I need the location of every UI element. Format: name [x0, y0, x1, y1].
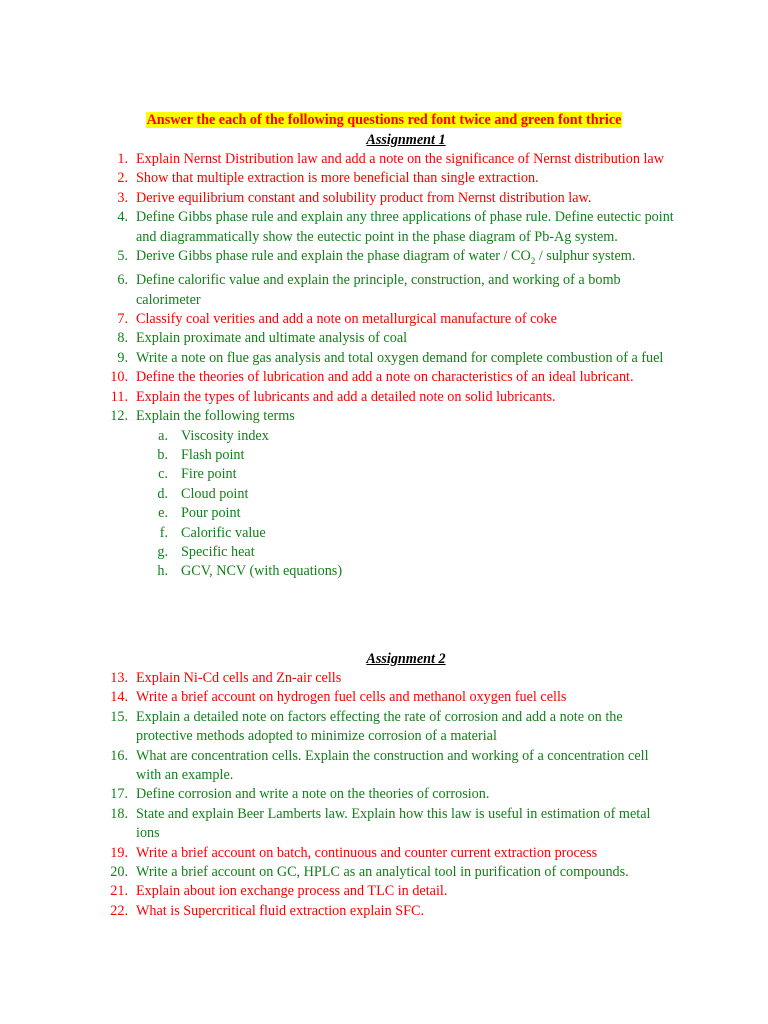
question-item: [0, 368, 676, 387]
question-item: [0, 169, 676, 188]
subscript: 2: [530, 255, 536, 266]
question-item: [0, 805, 676, 844]
question-item: [0, 407, 676, 582]
question-text: Explain Nernst Distribution law and add a note on the significance of Nernst distribution law: [136, 151, 664, 167]
term-letter: h.: [157, 563, 168, 580]
question-item: [0, 708, 676, 747]
term-item: [136, 562, 581, 581]
question-text: Explain about ion exchange process and TLC in detail.: [136, 883, 448, 900]
question-text: Derive Gibbs phase rule and explain the phase diagram of water / CO: [136, 248, 531, 265]
question-text: Write a brief account on hydrogen fuel cells and methanol oxygen fuel cells: [136, 689, 567, 706]
question-text: Classify coal verities and add a note on metallurgical manufacture of coke: [136, 311, 557, 328]
question-text: What is Supercritical fluid extraction explain SFC.: [136, 902, 425, 919]
term-text: Viscosity index: [181, 427, 269, 444]
question-number: 16.: [110, 747, 128, 764]
question-number: 7.: [117, 311, 128, 328]
question-number: 1.: [117, 151, 128, 167]
question-item: [0, 688, 676, 707]
term-text: GCV, NCV (with equations): [181, 563, 343, 580]
term-text: Cloud point: [181, 485, 249, 502]
question-text: Show that multiple extraction is more beneficial than single extraction.: [136, 170, 539, 187]
question-item: [0, 247, 676, 271]
term-item: [136, 427, 581, 446]
term-text: Calorific value: [181, 524, 266, 541]
question-text: Explain a detailed note on factors effecting the rate of corrosion and add a note on the protective methods adopted to minimize corrosion of a material: [136, 708, 623, 745]
term-item: [136, 446, 581, 465]
question-number: 6.: [117, 272, 128, 289]
question-text: State and explain Beer Lamberts law. Explain how this law is useful in estimation of metal ions: [136, 805, 651, 842]
question-item: [0, 785, 676, 804]
question-number: 8.: [117, 330, 128, 347]
question-item: [0, 882, 676, 901]
question-item: [0, 189, 676, 208]
question-text: Write a brief account on batch, continuous and counter current extraction process: [136, 844, 598, 861]
term-letter: a.: [158, 427, 168, 444]
question-text: Explain the types of lubricants and add a detailed note on solid lubricants.: [136, 388, 556, 405]
term-item: [136, 524, 581, 543]
assignment-2-questions: [0, 669, 676, 921]
question-number: 4.: [117, 209, 128, 226]
question-text: Explain Ni-Cd cells and Zn-air cells: [136, 670, 342, 686]
terms-list: [136, 427, 676, 582]
question-text: Define Gibbs phase rule and explain any three applications of phase rule. Define eutectic point and diagrammatically show the eutectic point in the phase diagram of Pb-Ag system.: [136, 209, 674, 245]
question-item: [0, 208, 676, 247]
question-number: 14.: [110, 689, 128, 706]
question-item: [0, 150, 676, 169]
question-text-cont: / sulphur system.: [535, 248, 636, 265]
question-item: [0, 349, 676, 368]
question-item: [0, 310, 676, 329]
question-number: 9.: [117, 349, 128, 366]
term-text: Fire point: [181, 466, 237, 483]
question-item: [0, 863, 676, 882]
term-item: [136, 465, 581, 484]
question-number: 15.: [110, 708, 128, 725]
question-item: [0, 669, 676, 688]
term-letter: f.: [159, 524, 168, 541]
term-text: Pour point: [181, 505, 241, 522]
question-number: 21.: [110, 883, 128, 900]
question-number: 19.: [110, 844, 128, 861]
term-text: Flash point: [181, 446, 245, 463]
question-number: 3.: [117, 189, 128, 206]
question-number: 5.: [117, 248, 128, 265]
question-item: [0, 902, 676, 921]
question-text: Define corrosion and write a note on the theories of corrosion.: [136, 786, 490, 803]
question-item: [0, 329, 676, 348]
question-item: [0, 271, 676, 310]
assignment-1-title: Assignment 1: [366, 132, 446, 148]
question-item: [0, 844, 676, 863]
term-letter: b.: [157, 446, 168, 463]
term-item: [136, 504, 581, 523]
question-number: 17.: [110, 786, 128, 803]
term-letter: c.: [158, 466, 168, 483]
question-number: 2.: [117, 170, 128, 187]
question-text: Write a note on flue gas analysis and total oxygen demand for complete combustion of a fuel: [136, 349, 664, 366]
question-number: 12.: [110, 408, 128, 425]
question-number: 22.: [110, 902, 128, 919]
term-item: [136, 485, 581, 504]
term-letter: g.: [157, 543, 168, 560]
term-letter: d.: [157, 485, 168, 502]
question-text: What are concentration cells. Explain the construction and working of a concentration cell with an example.: [136, 747, 649, 784]
question-text: Derive equilibrium constant and solubility product from Nernst distribution law.: [136, 189, 592, 206]
term-letter: e.: [158, 505, 168, 522]
question-number: 13.: [110, 670, 128, 686]
question-text: Write a brief account on GC, HPLC as an analytical tool in purification of compounds.: [136, 864, 629, 881]
question-number: 10.: [110, 369, 128, 386]
assignment-2-title: Assignment 2: [366, 651, 446, 667]
question-number: 11.: [110, 388, 128, 405]
instructions-header: [0, 112, 768, 129]
term-text: Specific heat: [181, 543, 255, 560]
instructions-text: Answer the each of the following questions red font twice and green font thrice: [146, 112, 622, 128]
question-text: Explain proximate and ultimate analysis of coal: [136, 330, 408, 347]
question-text: Explain the following terms: [136, 408, 295, 425]
question-item: [0, 747, 676, 786]
term-item: [136, 543, 581, 562]
question-number: 20.: [110, 864, 128, 881]
assignment-1-questions: [0, 150, 676, 582]
question-text: Define calorific value and explain the principle, construction, and working of a bomb calorimeter: [136, 272, 621, 308]
question-item: [0, 388, 676, 407]
question-number: 18.: [110, 805, 128, 822]
question-text: Define the theories of lubrication and add a note on characteristics of an ideal lubricant.: [136, 369, 634, 386]
